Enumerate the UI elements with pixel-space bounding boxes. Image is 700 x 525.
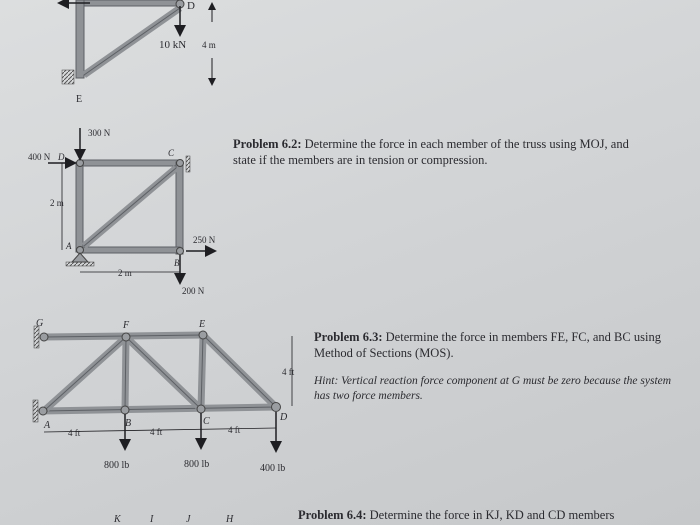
p62-member-dc bbox=[82, 160, 180, 166]
p63-joint-e bbox=[199, 331, 207, 339]
p63-wall-support-g bbox=[34, 326, 39, 348]
problem1-truss-fragment bbox=[60, 0, 216, 105]
p63-label-c: C bbox=[203, 416, 210, 427]
problem64-statement bbox=[298, 507, 698, 523]
p62-label-c: C bbox=[168, 148, 175, 158]
p1-vertical-member bbox=[76, 0, 84, 78]
p63-label-a: A bbox=[44, 420, 51, 431]
p63-wall-support-a bbox=[33, 400, 38, 422]
p63-label-e: E bbox=[199, 319, 206, 330]
p63-joint-c bbox=[197, 405, 205, 413]
problem63-text: Determine the force in members FE, FC, and BC using Method of Sections (MOS). bbox=[314, 330, 661, 360]
p62-label-2m-width: 2 m bbox=[118, 268, 132, 278]
p63-label-b: B bbox=[125, 418, 132, 429]
p1-top-member bbox=[84, 0, 179, 6]
p1-label-d: D bbox=[187, 0, 195, 12]
problem62-title: Problem 6.2: bbox=[233, 137, 302, 151]
p64-label-j: J bbox=[186, 514, 191, 525]
p63-label-load3: 400 lb bbox=[260, 463, 286, 474]
p64-label-h: H bbox=[226, 514, 234, 525]
p63-joint-b bbox=[121, 406, 129, 414]
problem63-hint-text: Vertical reaction force component at G must be zero because the system has two force members. bbox=[314, 375, 672, 402]
p62-pin-support-a bbox=[72, 253, 88, 262]
p63-label-dim-height: 4 ft bbox=[282, 367, 295, 377]
problem63-statement bbox=[314, 329, 676, 361]
p62-label-200n: 200 N bbox=[182, 286, 205, 296]
p63-label-dim2: 4 ft bbox=[150, 427, 163, 437]
p62-label-400n: 400 N bbox=[28, 152, 51, 162]
problem63-hint bbox=[314, 374, 682, 404]
p63-joint-d bbox=[272, 403, 281, 412]
p62-label-2m-height: 2 m bbox=[50, 198, 64, 208]
problem62-text: Determine the force in each member of the truss using MOJ, and state if the members are in tension or compression. bbox=[233, 137, 629, 167]
p62-label-250n: 250 N bbox=[193, 235, 216, 245]
problem62-statement bbox=[233, 136, 653, 168]
p62-joint-d bbox=[77, 160, 84, 167]
p62-label-b: B bbox=[174, 258, 180, 268]
problem62-truss bbox=[28, 128, 216, 296]
p1-label-load: 10 kN bbox=[159, 39, 187, 51]
p63-label-load1: 800 lb bbox=[104, 460, 130, 471]
p64-label-k: K bbox=[114, 514, 121, 525]
problem63-truss bbox=[33, 318, 295, 474]
problem64-text: Determine the force in KJ, KD and CD members bbox=[369, 508, 615, 522]
p63-label-g: G bbox=[36, 318, 44, 329]
p1-pin-support bbox=[62, 70, 74, 84]
p62-member-ab bbox=[80, 247, 180, 253]
p62-label-a: A bbox=[66, 241, 72, 251]
p62-label-300n: 300 N bbox=[88, 128, 111, 138]
problem64-title: Problem 6.4: bbox=[298, 508, 367, 522]
p62-joint-b bbox=[177, 248, 184, 255]
p62-label-d: D bbox=[58, 152, 65, 162]
p63-label-dim1: 4 ft bbox=[68, 428, 81, 438]
problem63-hint-label: Hint: bbox=[314, 375, 339, 387]
p63-label-f: F bbox=[123, 320, 130, 331]
p62-member-da bbox=[76, 162, 83, 252]
problem64-truss-fragment bbox=[113, 514, 234, 525]
p63-label-dim3: 4 ft bbox=[228, 425, 241, 435]
p63-joint-g bbox=[40, 333, 48, 341]
p62-roller-support-c bbox=[186, 156, 190, 172]
p1-label-e: E bbox=[76, 94, 83, 105]
p1-label-dim: 4 m bbox=[202, 40, 216, 50]
p63-joint-a bbox=[39, 407, 47, 415]
p64-label-i: I bbox=[150, 514, 154, 525]
problem63-title: Problem 6.3: bbox=[314, 330, 383, 344]
p63-joint-f bbox=[122, 333, 130, 341]
p63-label-d: D bbox=[280, 412, 288, 423]
p63-label-load2: 800 lb bbox=[184, 459, 210, 470]
p62-member-cb bbox=[176, 162, 183, 254]
p62-joint-c bbox=[177, 160, 184, 167]
